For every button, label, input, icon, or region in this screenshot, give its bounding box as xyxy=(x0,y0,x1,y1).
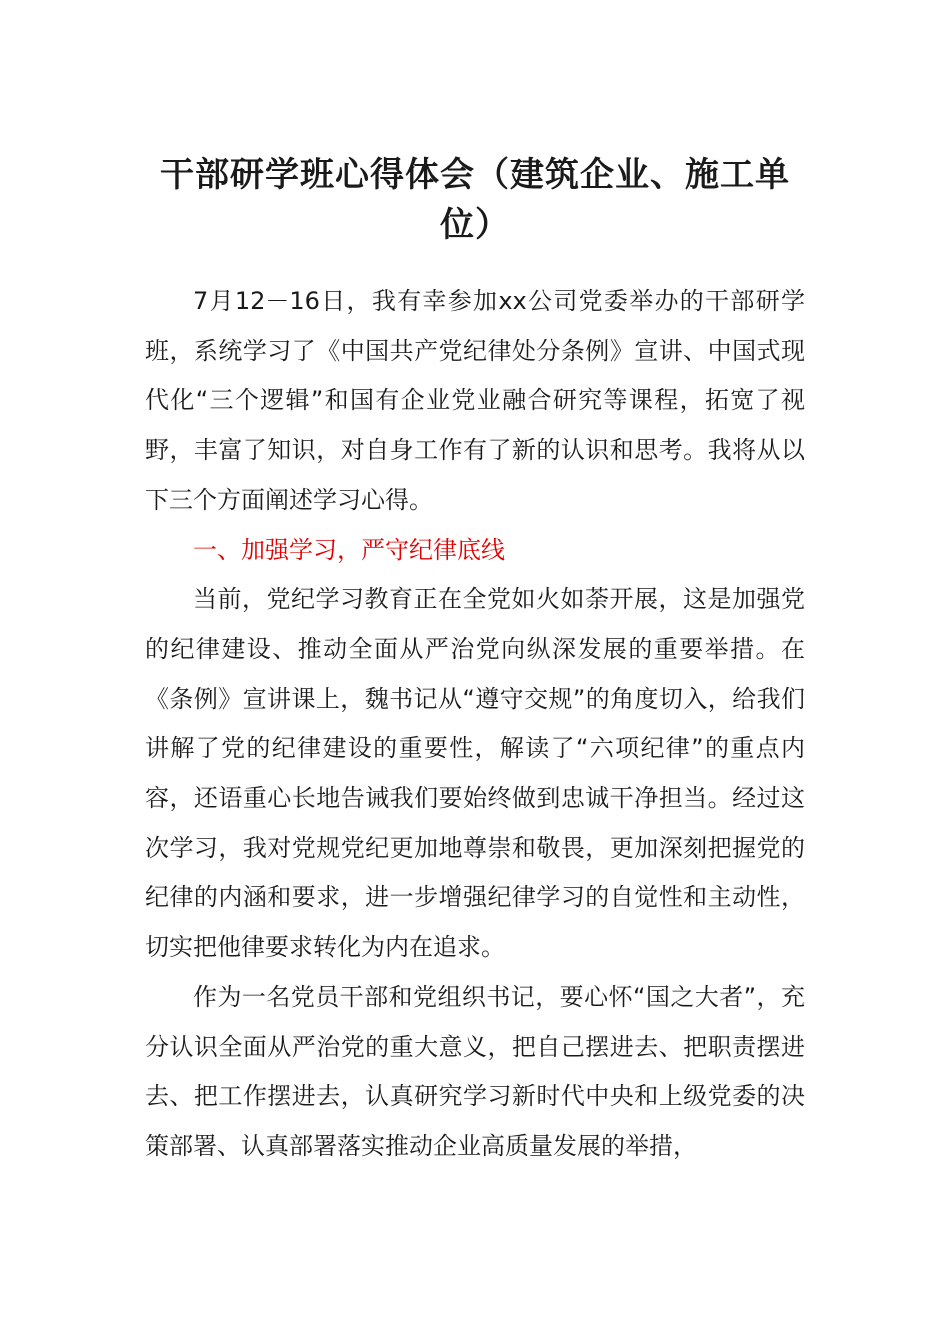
section-heading-1: 一、加强学习，严守纪律底线 xyxy=(193,535,505,564)
document-title: 干部研学班心得体会（建筑企业、施工单位） xyxy=(160,155,790,245)
intro-paragraph: 7月12－16日，我有幸参加xx公司党委举办的干部研学班，系统学习了《中国共产党纪律处分条例》宣讲、中国式现代化“三个逻辑”和国有企业党业融合研究等课程，拓宽了视野，丰富了知识，对自身工作有了新的认识和思考。我将从以下三个方面阐述学习心得。 xyxy=(145,287,805,514)
section-1-paragraph-2: 作为一名党员干部和党组织书记，要心怀“国之大者”，充分认识全面从严治党的重大意义，把自己摆进去、把职责摆进去、把工作摆进去，认真研究学习新时代中央和上级党委的决策部署、认真部署落实推动企业高质量发展的举措， xyxy=(145,982,805,1160)
section-1-paragraph-1: 当前，党纪学习教育正在全党如火如荼开展，这是加强党的纪律建设、推动全面从严治党向纵深发展的重要举措。在《条例》宣讲课上，魏书记从“遵守交规”的角度切入，给我们讲解了党的纪律建设的重要性，解读了“六项纪律”的重点内容，还语重心长地告诫我们要始终做到忠诚干净担当。经过这次学习，我对党规党纪更加地尊崇和敬畏，更加深刻把握党的纪律的内涵和要求，进一步增强纪律学习的自觉性和主动性，切实把他律要求转化为内在追求。 xyxy=(145,585,805,962)
document-body xyxy=(145,277,805,1172)
